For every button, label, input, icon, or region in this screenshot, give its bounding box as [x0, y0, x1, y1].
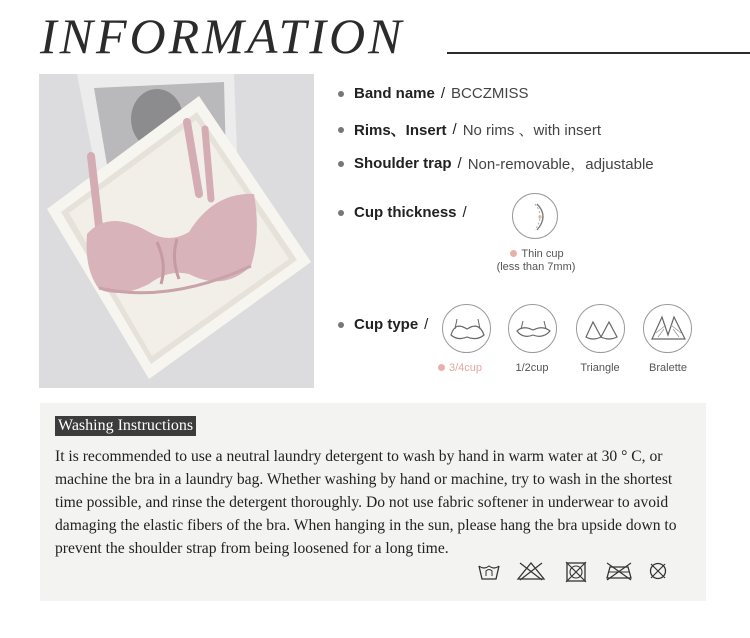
thin-cup-subcaption: (less than 7mm): [496, 261, 576, 273]
cup-option-half: 1/2cup: [515, 362, 549, 374]
spec-separator: /: [440, 85, 446, 102]
spec-shoulder-trap: [338, 153, 654, 174]
spec-rims-insert: [338, 119, 601, 140]
triangle-cup-icon: [576, 304, 625, 353]
spec-label: Rims、Insert: [354, 122, 447, 139]
washing-heading: Washing Instructions: [55, 416, 196, 436]
spec-separator: /: [452, 121, 457, 138]
bullet: [338, 161, 344, 167]
spec-separator: /: [424, 316, 429, 333]
thin-cup-caption: [495, 248, 579, 260]
spec-value: No rims 、with insert: [462, 122, 602, 139]
spec-label: Cup type: [354, 316, 419, 333]
bullet: [338, 322, 344, 328]
title-underline: [447, 52, 750, 54]
thin-cup-label: Thin cup: [521, 248, 564, 260]
spec-value: BCCZMISS: [451, 85, 529, 102]
bralette-icon: [643, 304, 692, 353]
product-photo: [39, 74, 314, 388]
washing-panel: [40, 403, 706, 601]
bullet: [338, 91, 344, 97]
cup-option-triangle: Triangle: [580, 362, 620, 374]
spec-label: Shoulder trap: [354, 155, 452, 172]
spec-cup-thickness: [338, 204, 473, 221]
spec-separator: /: [462, 204, 467, 221]
hand-wash-icon: [478, 561, 500, 581]
cup-option-label: 3/4cup: [448, 362, 483, 374]
three-quarter-cup-icon: [442, 304, 491, 353]
spec-band-name: [338, 85, 529, 102]
cup-option-bralette: Bralette: [649, 362, 687, 374]
half-cup-icon: [508, 304, 557, 353]
do-not-bleach-icon: [516, 561, 546, 581]
spec-cup-type: [338, 316, 434, 333]
selected-dot: [438, 364, 445, 371]
bullet: [338, 127, 344, 133]
spec-label: Cup thickness: [354, 204, 457, 221]
spec-value: Non-removable，adjustable: [467, 156, 654, 173]
washing-text: It is recommended to use a neutral laundry detergent to wash by hand in warm water at 30 ° C, or machine the bra in a laundry bag. Whether washing by hand or machine, try to wash in the shortest time possible, and rinse the detergent thoroughly. Do not use fabric softener in underwear to avoid damaging the elastic fibers of the bra. When hanging in the sun, please hang the bra upside down to prevent the shoulder strap from being loosened for a long time.: [55, 448, 677, 557]
bullet: [338, 210, 344, 216]
spec-separator: /: [457, 155, 462, 172]
selected-dot: [510, 250, 517, 257]
do-not-dry-clean-icon: [648, 561, 668, 581]
cup-option-three-quarter: [428, 362, 492, 374]
thin-cup-icon: [512, 193, 558, 239]
spec-label: Band name: [354, 85, 435, 102]
do-not-tumble-dry-icon: [565, 561, 587, 583]
product-illustration: [39, 74, 314, 388]
do-not-iron-icon: [604, 561, 634, 581]
page-title: INFORMATION: [40, 8, 405, 64]
